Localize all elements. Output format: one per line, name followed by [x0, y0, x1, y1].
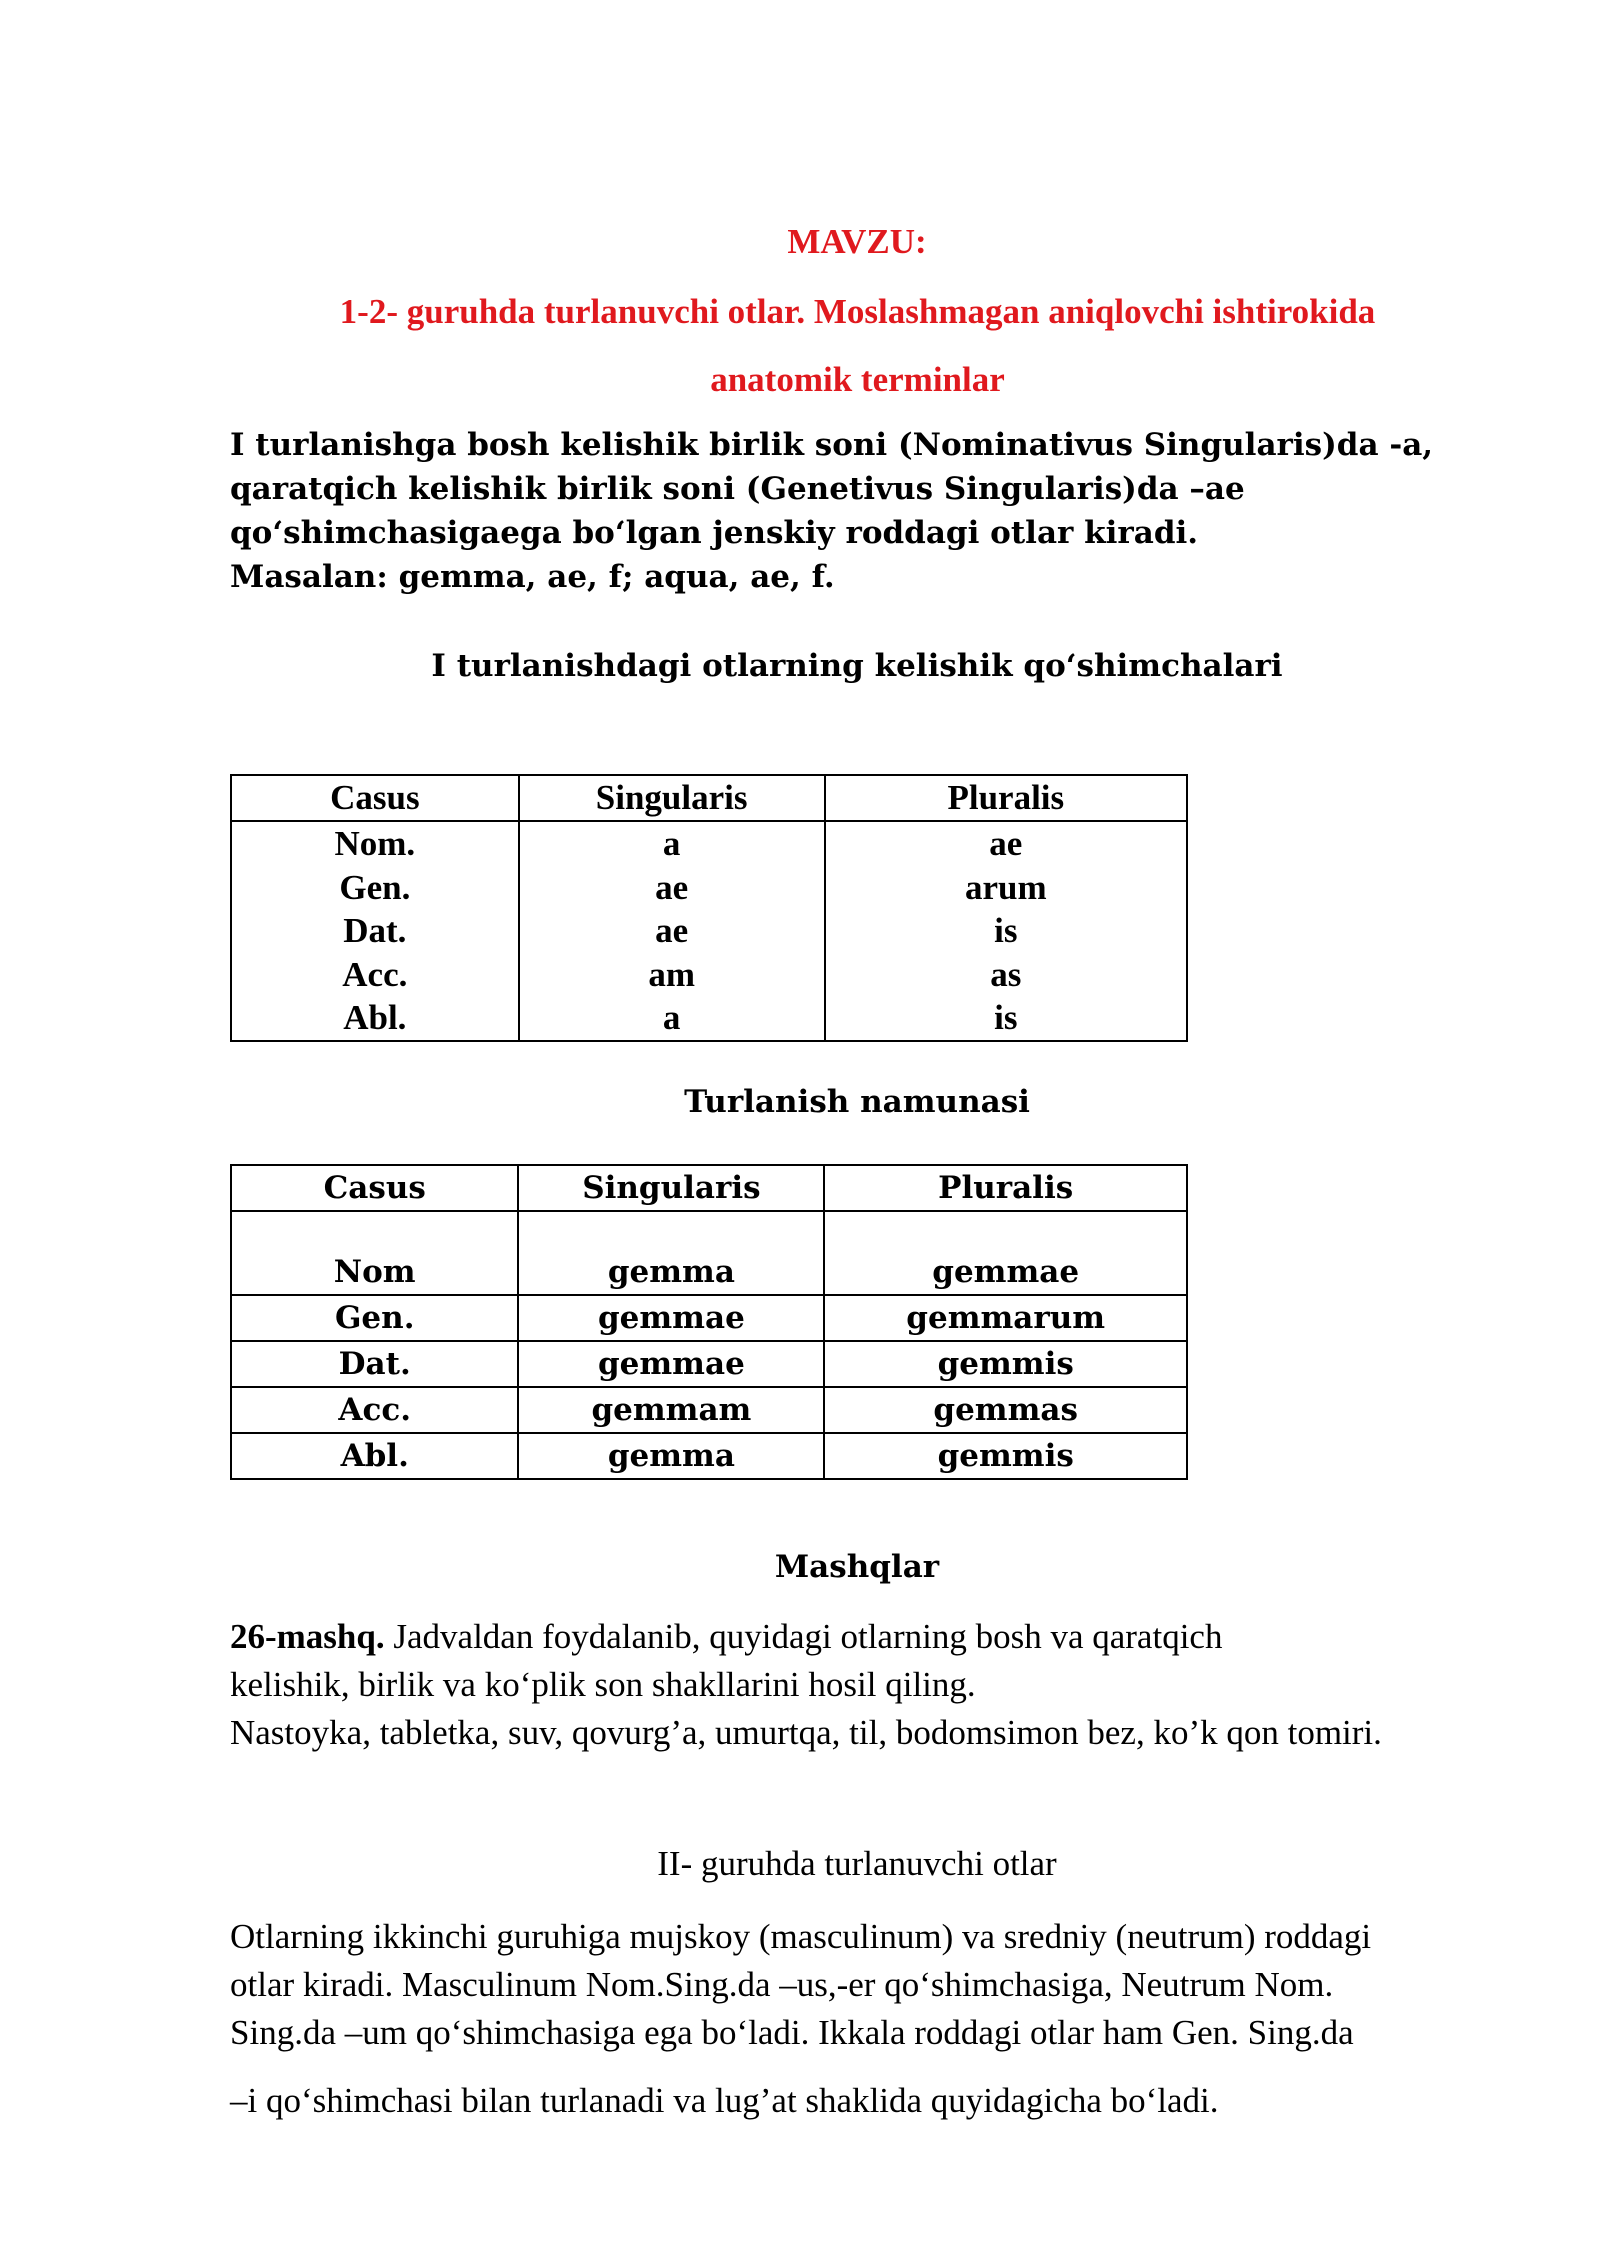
table-cell: gemmae [518, 1295, 824, 1341]
table-cell: gemmas [824, 1387, 1187, 1433]
exercise-26 [230, 1613, 1530, 1757]
subtitle-line-2: anatomik terminlar [710, 360, 1005, 399]
page-title: MAVZU: [787, 222, 927, 261]
table-cell: gemmam [518, 1387, 824, 1433]
table-cell: am [519, 953, 825, 997]
table-cell: gemmis [824, 1433, 1187, 1479]
intro-paragraph [230, 423, 1480, 599]
table-row [231, 996, 1187, 1041]
table-header-cell: Singularis [518, 1165, 824, 1211]
declension-example-table [230, 1164, 1188, 1480]
case-endings-table [230, 774, 1188, 1042]
table-cell: ae [519, 909, 825, 953]
table-cell: ae [825, 821, 1187, 866]
exercise-line: kelishik, birlik va ko‘plik son shakllarini hosil qiling. [230, 1665, 976, 1704]
table-cell: Gen. [231, 1295, 518, 1341]
table-cell: Abl. [231, 1433, 518, 1479]
intro-line: qo‘shimchasigaega bo‘lgan jenskiy roddagi otlar kiradi. [230, 515, 1199, 551]
table-row [231, 1387, 1187, 1433]
table-cell: gemmarum [824, 1295, 1187, 1341]
page-subtitle [230, 278, 1485, 414]
table-cell: as [825, 953, 1187, 997]
section2-line: –i qo‘shimchasi bilan turlanadi va lug’at shaklida quyidagicha bo‘ladi. [230, 2081, 1219, 2120]
table2-heading: Turlanish namunasi [684, 1084, 1030, 1120]
exercise-line: Nastoyka, tabletka, suv, qovurg’a, umurtqa, til, bodomsimon bez, ko’k qon tomiri. [230, 1713, 1382, 1752]
table-cell: gemma [518, 1433, 824, 1479]
table-row [231, 821, 1187, 866]
table-cell: gemmis [824, 1341, 1187, 1387]
table-cell: gemma [518, 1211, 824, 1295]
table-header-cell: Casus [231, 1165, 518, 1211]
table-row [231, 1341, 1187, 1387]
table-header-cell: Singularis [519, 775, 825, 821]
table-cell: arum [825, 866, 1187, 910]
table-cell: is [825, 996, 1187, 1041]
intro-line: qaratqich kelishik birlik soni (Genetivus Singularis)da –ae [230, 471, 1245, 507]
subtitle-line-1: 1-2- guruhda turlanuvchi otlar. Moslashmagan aniqlovchi ishtirokida [339, 292, 1376, 331]
section2-heading: II- guruhda turlanuvchi otlar [657, 1844, 1057, 1883]
table-row [231, 1295, 1187, 1341]
table-cell: ae [519, 866, 825, 910]
section2-line: Sing.da –um qo‘shimchasiga ega bo‘ladi. Ikkala roddagi otlar ham Gen. Sing.da [230, 2013, 1354, 2052]
exercise-label: 26-mashq. [230, 1617, 385, 1656]
section2-paragraph [230, 1913, 1530, 2125]
table-header-cell: Casus [231, 775, 519, 821]
table-cell: Acc. [231, 953, 519, 997]
table-cell: Abl. [231, 996, 519, 1041]
table-row [231, 953, 1187, 997]
section2-line: Otlarning ikkinchi guruhiga mujskoy (masculinum) va sredniy (neutrum) roddagi [230, 1917, 1372, 1956]
table-row [231, 866, 1187, 910]
table-header-cell: Pluralis [824, 1165, 1187, 1211]
section2-line: otlar kiradi. Masculinum Nom.Sing.da –us,-er qo‘shimchasiga, Neutrum Nom. [230, 1965, 1334, 2004]
table-cell: gemmae [518, 1341, 824, 1387]
table-cell: a [519, 821, 825, 866]
intro-line: I turlanishga bosh kelishik birlik soni (Nominativus Singularis)da -a, [230, 427, 1434, 463]
table-cell: Gen. [231, 866, 519, 910]
table-cell: Acc. [231, 1387, 518, 1433]
intro-line: Masalan: gemma, ae, f; aqua, ae, f. [230, 559, 835, 595]
exercise-text: Jadvaldan foydalanib, quyidagi otlarning bosh va qaratqich [384, 1617, 1223, 1656]
table-cell: is [825, 909, 1187, 953]
exercises-heading: Mashqlar [774, 1549, 940, 1585]
table-row [231, 1433, 1187, 1479]
table-header-row [231, 1165, 1187, 1211]
table-cell: Nom. [231, 821, 519, 866]
exercise-line [230, 1613, 1530, 1661]
table-cell: Dat. [231, 909, 519, 953]
table-cell: gemmae [824, 1211, 1187, 1295]
table-row [231, 1211, 1187, 1295]
table-cell: Dat. [231, 1341, 518, 1387]
table-cell: a [519, 996, 825, 1041]
table1-heading: I turlanishdagi otlarning kelishik qo‘shimchalari [431, 648, 1283, 684]
table-row [231, 909, 1187, 953]
table-header-cell: Pluralis [825, 775, 1187, 821]
table-cell: Nom [231, 1211, 518, 1295]
table-header-row [231, 775, 1187, 821]
